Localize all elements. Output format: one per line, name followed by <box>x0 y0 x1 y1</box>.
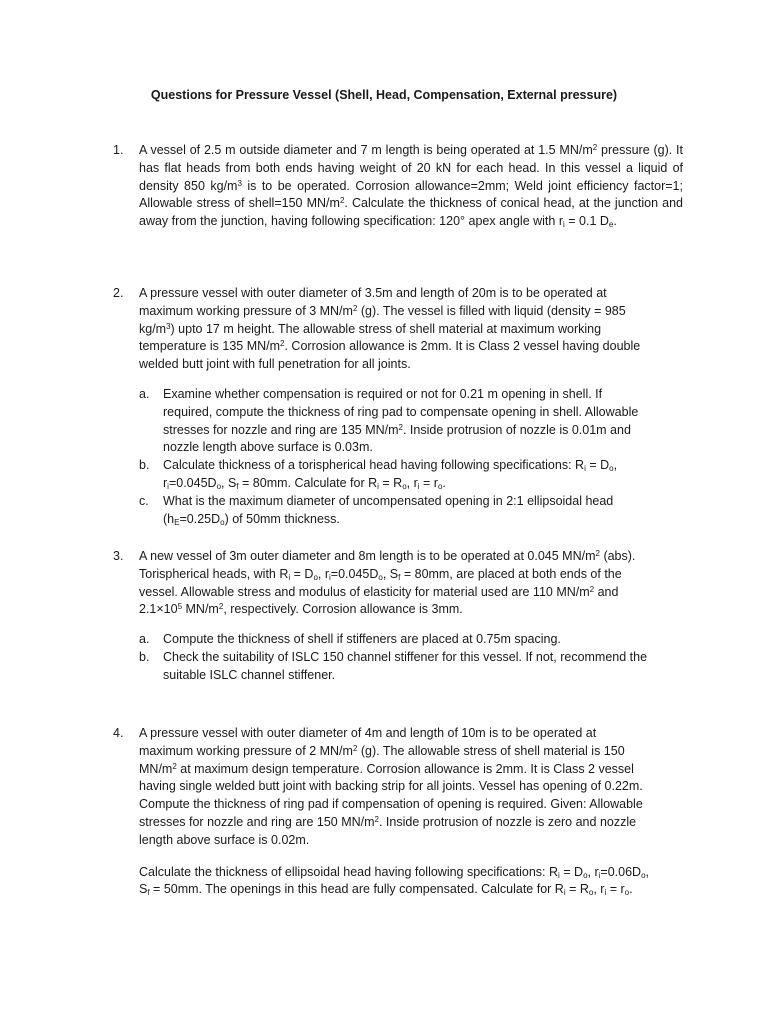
sub-question-a <box>139 386 683 457</box>
question-text: A pressure vessel with outer diameter of 3.5m and length of 20m is to be operated at maximum working pressure of 3 $MN/m^2$ (g). The vessel is filled with liquid (density = 985 $kg/m^3$) upto 17 m height. The allowable stress of shell material at maximum working temperature is 135 $MN/m^2$. Corrosion allowance is 2mm. It is Class 2 vessel having double welded butt joint with full penetration for all joints. <box>139 286 641 372</box>
question-text: A new vessel of 3m outer diameter and 8m length is to be operated at 0.045 $MN/m^2$ (abs). Torispherical heads, with $R_i = D_o$, $r_i=0.045D_o$, $S_f = 80mm$, are placed at both ends of the vessel. Allowable stress and modulus of elasticity for material used are 110 $MN/m^2$ and $2.1\times 10^5$ $MN/m^2$, respectively. Corrosion allowance is 3mm. <box>139 549 636 617</box>
question-4 <box>113 725 683 899</box>
question-number: 4. <box>113 726 124 740</box>
sub-question-label: a. <box>139 632 150 647</box>
question-2 <box>113 285 683 528</box>
sub-question-text: Calculate thickness of a torispherical head having following specifications: $R_i = D_o$, $r_i=0.045D_o$, $S_f = 80mm$. Calculate for $R_i = R_o$, $r_i = r_o$. <box>163 458 618 491</box>
sub-question-b <box>139 649 683 685</box>
question-4-continuation: Calculate the thickness of ellipsoidal head having following specifications: $R_i = D_o$, $r_i=0.06D_o$, $S_f = 50mm$. The openings in this head are fully compensated. Calculate for $R_i = R_o$, $r_i = r_o$. <box>139 864 649 898</box>
sub-question-label: b. <box>139 649 150 664</box>
sub-question-label: a. <box>139 386 150 401</box>
sub-question-text: Examine whether compensation is required or not for 0.21 m opening in shell. If required, compute the thickness of ring pad to compensate opening in shell. Allowable stresses for nozzle and ring are 135 $MN/m^2$. Inside protrusion of nozzle is 0.01m and nozzle length above surface is 0.03m. <box>163 386 639 455</box>
sub-question-list <box>139 386 683 528</box>
sub-question-list <box>139 631 683 684</box>
question-3 <box>113 548 683 685</box>
sub-question-label: b. <box>139 458 150 473</box>
page-title: Questions for Pressure Vessel (Shell, Head, Compensation, External pressure) <box>150 88 618 102</box>
sub-question-text: Compute the thickness of shell if stiffeners are placed at 0.75m spacing. <box>163 632 561 647</box>
sub-question-c <box>139 493 683 529</box>
question-number: 2. <box>113 286 124 300</box>
sub-question-text: What is the maximum diameter of uncompensated opening in 2:1 ellipsoidal head $(h_E=0.25D_o)$ of 50mm thickness. <box>163 493 614 527</box>
sub-question-label: c. <box>139 493 149 508</box>
question-text: A vessel of 2.5 m outside diameter and 7 m length is being operated at 1.5 $MN/m^2$ pressure (g). It has flat heads from both ends having weight of 20 kN for each head. In this vessel a liquid of density 850 $kg/m^3$ is to be operated. Corrosion allowance=2mm; Weld joint efficiency factor=1; Allowable stress of shell=150 $MN/m^2$. Calculate the thickness of conical head, at the junction and away from the junction, having following specification: 120° apex angle with $r_i = 0.1$ $D_e$. <box>139 143 683 230</box>
sub-question-text: Check the suitability of ISLC 150 channel stiffener for this vessel. If not, recommend the suitable ISLC channel stiffener. <box>163 649 648 682</box>
sub-question-a <box>139 631 683 649</box>
question-text: A pressure vessel with outer diameter of 4m and length of 10m is to be operated at maximum working pressure of 2 $MN/m^2$ (g). The allowable stress of shell material is 150 $MN/m^2$ at maximum design temperature. Corrosion allowance is 2mm. It is Class 2 vessel having single welded butt joint with backing strip for all joints. Vessel has opening of 0.22m. Compute the thickness of ring pad if compensation of opening is required. Given: Allowable stresses for nozzle and ring are 150 $MN/m^2$. Inside protrusion of nozzle is zero and nozzle length above surface is 0.02m. <box>139 726 643 847</box>
sub-question-b <box>139 457 683 493</box>
question-1 <box>113 142 683 231</box>
question-number: 3. <box>113 549 124 563</box>
question-number: 1. <box>113 143 124 157</box>
